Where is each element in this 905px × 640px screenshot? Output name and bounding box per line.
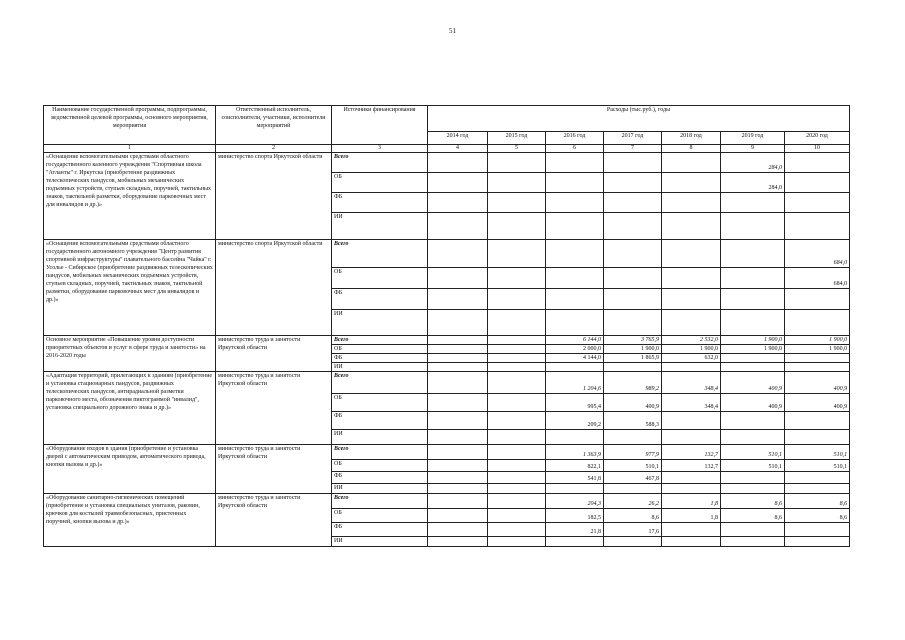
expense-cell bbox=[604, 537, 662, 547]
column-number: 1 bbox=[44, 145, 216, 153]
expense-cell: 209,2 bbox=[546, 412, 604, 430]
column-number: 10 bbox=[785, 145, 850, 153]
funding-source: ИИ bbox=[332, 484, 428, 494]
expense-cell bbox=[662, 412, 721, 430]
expense-cell bbox=[428, 430, 488, 445]
expense-cell bbox=[721, 268, 785, 289]
expense-cell bbox=[428, 445, 488, 460]
expense-cell: 822,1 bbox=[546, 460, 604, 472]
funding-source: Всего bbox=[332, 240, 428, 268]
expense-cell: 132,7 bbox=[662, 460, 721, 472]
expense-cell bbox=[488, 472, 546, 484]
expense-cell bbox=[662, 173, 721, 193]
expense-cell bbox=[604, 153, 662, 173]
expense-cell bbox=[428, 494, 488, 509]
expense-cell: 1 363,9 bbox=[546, 445, 604, 460]
expense-cell: 348,4 bbox=[662, 372, 721, 394]
expense-cell bbox=[546, 484, 604, 494]
expense-cell bbox=[546, 363, 604, 372]
expense-cell bbox=[428, 537, 488, 547]
funding-source: ФБ bbox=[332, 412, 428, 430]
expense-cell: 4 144,0 bbox=[546, 354, 604, 363]
expense-cell bbox=[546, 240, 604, 268]
expense-cell bbox=[785, 153, 850, 173]
measure-name: «Адаптация территорий, прилегающих к зданиям (приобретение и установка стационарных пандусов, раздвижных телескопических пандусов, антирадиальной разметки парковочного места, обозначения пиктограммой "инвалид", установка специального дорожного знака и др.)» bbox=[44, 372, 216, 445]
funding-source: ФБ bbox=[332, 193, 428, 213]
expense-cell bbox=[488, 336, 546, 345]
expense-cell bbox=[785, 412, 850, 430]
funding-source: ФБ bbox=[332, 472, 428, 484]
expense-cell: 2 532,0 bbox=[662, 336, 721, 345]
expense-cell bbox=[488, 484, 546, 494]
expense-cell: 2 000,0 bbox=[546, 345, 604, 354]
expense-cell bbox=[428, 268, 488, 289]
header-executor: Ответственный исполнитель, соисполнители, участники, исполнители мероприятий bbox=[216, 106, 332, 145]
expense-cell bbox=[428, 484, 488, 494]
column-number: 5 bbox=[488, 145, 546, 153]
expense-cell bbox=[662, 430, 721, 445]
expense-cell bbox=[604, 363, 662, 372]
expense-cell bbox=[546, 268, 604, 289]
expense-cell: 400,9 bbox=[785, 394, 850, 412]
table-row bbox=[44, 336, 850, 345]
expense-cell bbox=[604, 310, 662, 336]
expense-cell bbox=[546, 430, 604, 445]
page-number: 51 bbox=[449, 27, 456, 35]
expense-cell: 1 900,0 bbox=[721, 345, 785, 354]
expense-cell bbox=[428, 363, 488, 372]
expense-cell: 1 865,9 bbox=[604, 354, 662, 363]
expense-cell bbox=[721, 472, 785, 484]
expense-cell bbox=[662, 523, 721, 537]
expense-cell bbox=[662, 537, 721, 547]
expense-cell bbox=[604, 484, 662, 494]
expense-cell: 510,1 bbox=[785, 460, 850, 472]
column-number: 4 bbox=[428, 145, 488, 153]
measure-executor: министерство труда и занятости Иркутской области bbox=[216, 336, 332, 372]
expense-cell bbox=[785, 430, 850, 445]
expense-cell bbox=[604, 193, 662, 213]
expense-cell bbox=[428, 460, 488, 472]
expense-cell bbox=[662, 472, 721, 484]
expense-cell bbox=[488, 494, 546, 509]
expense-cell bbox=[785, 193, 850, 213]
expense-cell: 348,4 bbox=[662, 394, 721, 412]
expense-cell bbox=[488, 193, 546, 213]
expense-cell bbox=[488, 213, 546, 240]
table-row bbox=[44, 240, 850, 268]
expense-cell bbox=[488, 523, 546, 537]
expense-cell bbox=[785, 213, 850, 240]
expense-cell bbox=[428, 213, 488, 240]
header-name: Наименование государственной программы, подпрограммы, ведомственной целевой программы, основного мероприятия, мероприятия bbox=[44, 106, 216, 145]
expense-cell: 21,8 bbox=[546, 523, 604, 537]
expense-cell bbox=[721, 412, 785, 430]
expense-cell: 684,0 bbox=[785, 268, 850, 289]
expense-cell bbox=[428, 372, 488, 394]
expense-cell bbox=[721, 289, 785, 310]
funding-source: ФБ bbox=[332, 354, 428, 363]
header-year: 2015 год bbox=[488, 132, 546, 145]
expense-cell: 400,9 bbox=[604, 394, 662, 412]
expense-cell bbox=[488, 240, 546, 268]
expense-cell: 1 900,0 bbox=[785, 345, 850, 354]
expense-cell bbox=[721, 193, 785, 213]
expense-cell: 1 204,6 bbox=[546, 372, 604, 394]
expense-cell bbox=[785, 363, 850, 372]
expense-cell bbox=[785, 310, 850, 336]
expense-cell bbox=[428, 173, 488, 193]
expense-cell: 8,6 bbox=[604, 509, 662, 523]
expense-cell bbox=[721, 310, 785, 336]
table-body bbox=[44, 153, 850, 547]
expense-cell: 684,0 bbox=[785, 240, 850, 268]
expense-cell: 400,9 bbox=[721, 372, 785, 394]
expense-cell bbox=[785, 484, 850, 494]
header-source: Источники финансирования bbox=[332, 106, 428, 145]
expense-cell bbox=[662, 193, 721, 213]
expense-cell bbox=[785, 354, 850, 363]
measure-executor: министерство труда и занятости Иркутской области bbox=[216, 445, 332, 494]
header-year: 2018 год bbox=[662, 132, 721, 145]
expense-cell bbox=[428, 412, 488, 430]
expense-cell: 510,1 bbox=[721, 445, 785, 460]
expense-cell bbox=[662, 363, 721, 372]
expense-cell bbox=[488, 310, 546, 336]
expense-cell bbox=[785, 173, 850, 193]
funding-source: ФБ bbox=[332, 523, 428, 537]
expense-cell bbox=[604, 289, 662, 310]
expense-cell bbox=[546, 537, 604, 547]
column-number: 8 bbox=[662, 145, 721, 153]
column-number: 6 bbox=[546, 145, 604, 153]
expense-cell: 510,1 bbox=[785, 445, 850, 460]
expense-cell: 204,3 bbox=[546, 494, 604, 509]
expense-cell bbox=[721, 537, 785, 547]
expense-cell: 977,9 bbox=[604, 445, 662, 460]
expense-cell bbox=[428, 394, 488, 412]
expense-cell bbox=[546, 173, 604, 193]
expense-cell bbox=[488, 412, 546, 430]
header-year: 2017 год bbox=[604, 132, 662, 145]
expense-cell bbox=[662, 310, 721, 336]
measure-executor: министерство спорта Иркутской области bbox=[216, 153, 332, 240]
table-row bbox=[44, 372, 850, 394]
column-number: 7 bbox=[604, 145, 662, 153]
expense-cell: 1 900,0 bbox=[604, 345, 662, 354]
expense-cell: 467,8 bbox=[604, 472, 662, 484]
expense-cell bbox=[428, 523, 488, 537]
expense-cell bbox=[428, 354, 488, 363]
table-row bbox=[44, 153, 850, 173]
header-year: 2016 год bbox=[546, 132, 604, 145]
funding-source: ИИ bbox=[332, 213, 428, 240]
expense-cell bbox=[721, 354, 785, 363]
expense-cell bbox=[662, 268, 721, 289]
expense-cell bbox=[604, 268, 662, 289]
expense-cell: 995,4 bbox=[546, 394, 604, 412]
expense-cell bbox=[785, 289, 850, 310]
measure-executor: министерство спорта Иркутской области bbox=[216, 240, 332, 336]
expense-cell bbox=[488, 372, 546, 394]
expense-cell bbox=[721, 430, 785, 445]
expense-cell bbox=[428, 345, 488, 354]
funding-source: ФБ bbox=[332, 289, 428, 310]
funding-source: ОБ bbox=[332, 173, 428, 193]
expense-cell: 182,5 bbox=[546, 509, 604, 523]
expense-cell bbox=[546, 193, 604, 213]
expense-cell bbox=[488, 460, 546, 472]
expense-cell: 1,8 bbox=[662, 494, 721, 509]
expense-cell bbox=[721, 363, 785, 372]
funding-source: Всего bbox=[332, 494, 428, 509]
expense-cell: 8,6 bbox=[721, 494, 785, 509]
expense-cell bbox=[662, 289, 721, 310]
expense-cell bbox=[428, 153, 488, 173]
expense-cell bbox=[428, 336, 488, 345]
expense-cell bbox=[546, 289, 604, 310]
funding-source: ИИ bbox=[332, 310, 428, 336]
expense-cell bbox=[488, 363, 546, 372]
funding-source: ИИ bbox=[332, 363, 428, 372]
expense-cell bbox=[488, 354, 546, 363]
expense-cell: 989,2 bbox=[604, 372, 662, 394]
expense-cell bbox=[428, 509, 488, 523]
header-year: 2020 год bbox=[785, 132, 850, 145]
expense-cell: 541,8 bbox=[546, 472, 604, 484]
expense-cell: 400,9 bbox=[721, 394, 785, 412]
expense-cell: 3 765,9 bbox=[604, 336, 662, 345]
expense-cell: 8,6 bbox=[785, 494, 850, 509]
expense-cell bbox=[546, 310, 604, 336]
column-number: 3 bbox=[332, 145, 428, 153]
funding-source: ОБ bbox=[332, 268, 428, 289]
expense-cell bbox=[488, 345, 546, 354]
measure-executor: министерство труда и занятости Иркутской области bbox=[216, 372, 332, 445]
measure-name: Основное мероприятие «Повышение уровня доступности приоритетных объектов и услуг в сфере труда и занятости» на 2016-2020 годы bbox=[44, 336, 216, 372]
funding-source: ОБ bbox=[332, 345, 428, 354]
expense-cell bbox=[428, 193, 488, 213]
expense-cell bbox=[546, 213, 604, 240]
expense-cell: 8,6 bbox=[721, 509, 785, 523]
funding-source: Всего bbox=[332, 153, 428, 173]
expense-cell bbox=[428, 240, 488, 268]
expense-cell bbox=[604, 240, 662, 268]
expense-cell bbox=[721, 240, 785, 268]
expense-cell bbox=[488, 445, 546, 460]
expense-cell: 6 144,0 bbox=[546, 336, 604, 345]
expense-cell bbox=[428, 472, 488, 484]
funding-source: Всего bbox=[332, 372, 428, 394]
funding-source: ИИ bbox=[332, 537, 428, 547]
column-number: 2 bbox=[216, 145, 332, 153]
expense-cell bbox=[785, 523, 850, 537]
funding-source: Всего bbox=[332, 445, 428, 460]
expense-cell: 1 900,0 bbox=[785, 336, 850, 345]
expense-cell bbox=[662, 213, 721, 240]
expense-cell bbox=[488, 289, 546, 310]
header-year: 2019 год bbox=[721, 132, 785, 145]
expense-cell bbox=[488, 153, 546, 173]
funding-source: Всего bbox=[332, 336, 428, 345]
expense-cell: 1 900,0 bbox=[662, 345, 721, 354]
measure-executor: министерство труда и занятости Иркутской области bbox=[216, 494, 332, 547]
expense-cell: 632,0 bbox=[662, 354, 721, 363]
header-year: 2014 год bbox=[428, 132, 488, 145]
table-row bbox=[44, 494, 850, 509]
expense-cell: 400,9 bbox=[785, 372, 850, 394]
expense-cell: 284,0 bbox=[721, 173, 785, 193]
expense-cell bbox=[721, 523, 785, 537]
expense-cell bbox=[721, 213, 785, 240]
measure-name: «Оснащение вспомогательными средствами областного государственного казенного учреждения "Спортивная школа "Атланты" г. Иркутска (приобретение раздвижных телескопических пандусов, мобильных механических подъемных устройств, ступьев складных, поручней, тактильных знаков, тактильной разметки, оборудование парковочных мест для инвалидов и др.)» bbox=[44, 153, 216, 240]
expense-cell bbox=[488, 173, 546, 193]
expense-cell: 510,1 bbox=[604, 460, 662, 472]
expense-cell bbox=[488, 268, 546, 289]
expense-cell bbox=[428, 310, 488, 336]
header-expenses: Расходы (тыс.руб.), годы bbox=[428, 106, 850, 132]
funding-source: ОБ bbox=[332, 509, 428, 523]
funding-source: ИИ bbox=[332, 430, 428, 445]
measure-name: «Оснащение вспомогательными средствами областного государственного автономного учреждения "Центр развития спортивной инфраструктуры" плавательного бассейна "Чайка" г. Усолье - Сибирское (приобретение раздвижных телескопических пандусов, мобильных механических подъемных устройств, ступьев складных, поручней, тактильных знаков, тактильной разметки, оборудование парковочных мест для инвалидов и др.)» bbox=[44, 240, 216, 336]
expense-cell bbox=[662, 240, 721, 268]
expense-cell: 1,8 bbox=[662, 509, 721, 523]
expense-cell bbox=[488, 394, 546, 412]
expense-cell: 17,6 bbox=[604, 523, 662, 537]
expense-cell: 588,3 bbox=[604, 412, 662, 430]
expense-cell bbox=[428, 289, 488, 310]
expense-cell bbox=[604, 213, 662, 240]
expense-cell bbox=[662, 484, 721, 494]
expense-cell bbox=[662, 153, 721, 173]
expense-cell: 8,6 bbox=[785, 509, 850, 523]
funding-source: ОБ bbox=[332, 394, 428, 412]
expense-cell bbox=[488, 537, 546, 547]
expense-cell: 284,0 bbox=[721, 153, 785, 173]
expense-cell bbox=[785, 537, 850, 547]
measure-name: «Оборудование входов в здания (приобретение и установка дверей с автоматическим приводом, автоматического привода, кнопки вызова и др.)» bbox=[44, 445, 216, 494]
expense-cell bbox=[488, 430, 546, 445]
expense-cell bbox=[488, 509, 546, 523]
expense-cell: 26,2 bbox=[604, 494, 662, 509]
expense-cell bbox=[785, 472, 850, 484]
budget-table bbox=[43, 105, 850, 547]
expense-cell: 510,1 bbox=[721, 460, 785, 472]
measure-name: «Оборудование санитарно-гигиенических помещений (приобретение и установка специальных унитазов, раковин, крючков для костылей травмобезопасных, пристенных поручней, кнопки вызова и др.)» bbox=[44, 494, 216, 547]
column-number: 9 bbox=[721, 145, 785, 153]
expense-cell: 1 900,0 bbox=[721, 336, 785, 345]
table-row bbox=[44, 445, 850, 460]
expense-cell bbox=[546, 153, 604, 173]
expense-cell bbox=[721, 484, 785, 494]
funding-source: ОБ bbox=[332, 460, 428, 472]
expense-cell bbox=[604, 430, 662, 445]
expense-cell bbox=[604, 173, 662, 193]
expense-cell: 132,7 bbox=[662, 445, 721, 460]
